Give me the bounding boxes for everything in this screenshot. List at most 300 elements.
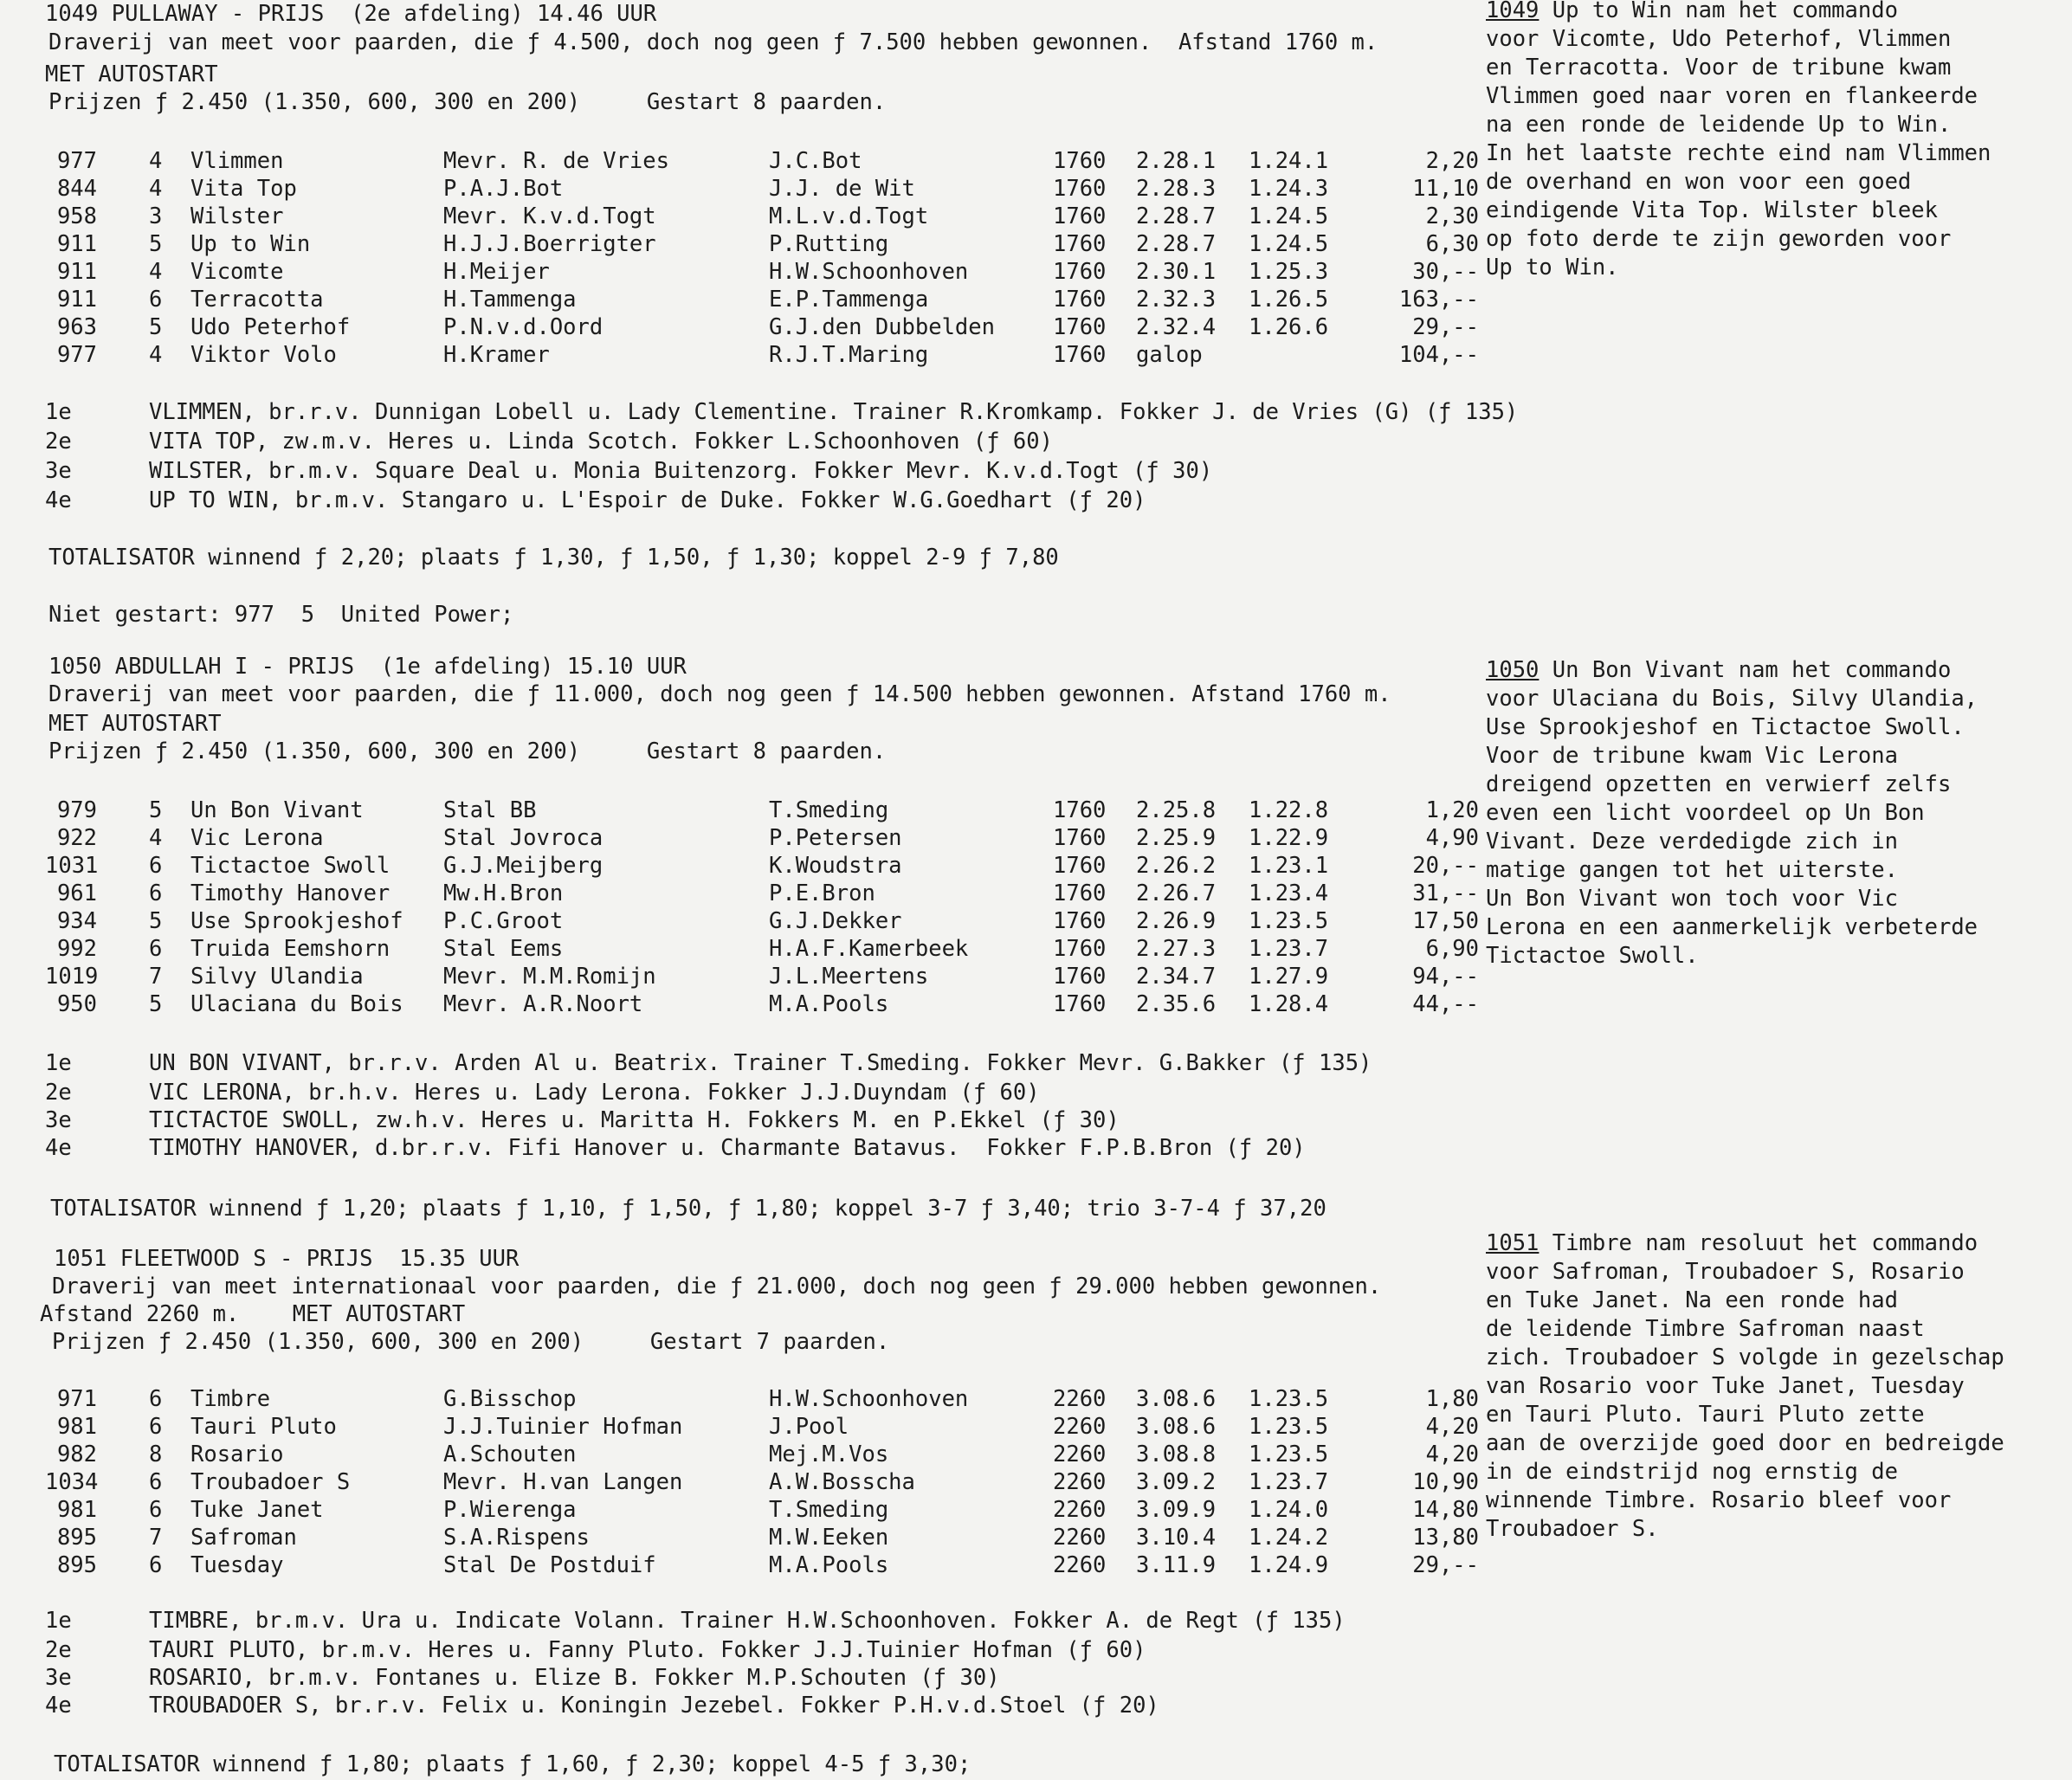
not-started: Niet gestart: 977 5 United Power;	[48, 602, 514, 628]
placing-description: VIC LERONA, br.h.v. Heres u. Lady Lerona. Fokker J.J.Duyndam (ƒ 60)	[149, 1080, 1040, 1106]
entry-owner: H.J.J.Boerrigter	[443, 231, 656, 257]
race-prizes: Prijzen ƒ 2.450 (1.350, 600, 300 en 200) Gestart 7 paarden.	[52, 1329, 890, 1355]
comment-line: de leidende Timbre Safroman naast	[1486, 1316, 1925, 1342]
placing-position: 4e	[45, 487, 72, 513]
placing-description: UP TO WIN, br.m.v. Stangaro u. L'Espoir de Duke. Fokker W.G.Goedhart (ƒ 20)	[149, 487, 1146, 513]
entry-horse: Timothy Hanover	[190, 880, 391, 906]
entry-odds: 6,90	[1425, 936, 1479, 962]
entry-age: 6	[149, 1386, 163, 1412]
race-prizes: Prijzen ƒ 2.450 (1.350, 600, 300 en 200) Gestart 8 paarden.	[48, 738, 887, 764]
entry-driver: M.A.Pools	[769, 1552, 889, 1578]
placing-position: 2e	[45, 1080, 72, 1106]
entry-odds: 2,20	[1425, 148, 1479, 174]
entry-number: 895	[56, 1552, 97, 1578]
entry-distance: 2260	[1053, 1469, 1107, 1495]
entry-odds: 13,80	[1412, 1525, 1479, 1551]
entry-distance: 1760	[1053, 231, 1107, 257]
entry-odds: 94,--	[1412, 964, 1479, 990]
entry-km-time: 1.23.1	[1249, 853, 1329, 879]
placing-description: ROSARIO, br.m.v. Fontanes u. Elize B. Fokker M.P.Schouten (ƒ 30)	[149, 1665, 1000, 1691]
entry-driver: M.L.v.d.Togt	[769, 203, 929, 229]
race-start-type: MET AUTOSTART	[45, 61, 218, 87]
race-start-type: MET AUTOSTART	[48, 711, 222, 737]
entry-distance: 2260	[1053, 1525, 1107, 1551]
entry-age: 8	[149, 1441, 163, 1467]
entry-distance: 2260	[1053, 1497, 1107, 1523]
entry-number: 961	[56, 880, 97, 906]
entry-age: 6	[149, 1414, 163, 1440]
entry-horse: Troubadoer S	[190, 1469, 351, 1495]
entry-odds: 30,--	[1412, 259, 1479, 285]
entry-age: 5	[149, 231, 163, 257]
entry-driver: H.W.Schoonhoven	[769, 259, 969, 285]
entry-age: 4	[149, 259, 163, 285]
entry-driver: H.W.Schoonhoven	[769, 1386, 969, 1412]
table-row	[0, 796, 1489, 824]
entry-odds: 14,80	[1412, 1497, 1479, 1523]
entry-horse: Wilster	[190, 203, 284, 229]
entry-odds: 44,--	[1412, 991, 1479, 1017]
entry-owner: H.Kramer	[443, 342, 550, 368]
comment-line: op foto derde te zijn geworden voor	[1486, 226, 1952, 252]
placing-position: 1e	[45, 1608, 72, 1634]
entry-odds: 4,90	[1425, 825, 1479, 851]
comment-line: Troubadoer S.	[1486, 1516, 1659, 1542]
entry-owner: Mevr. H.van Langen	[443, 1469, 683, 1495]
comment-race-ref: 1050	[1486, 657, 1539, 683]
entry-owner: Mw.H.Bron	[443, 880, 564, 906]
placing-position: 1e	[45, 399, 72, 425]
entry-driver: R.J.T.Maring	[769, 342, 929, 368]
comment-line: voor Vicomte, Udo Peterhof, Vlimmen	[1486, 26, 1952, 52]
entry-distance: 2260	[1053, 1552, 1107, 1578]
entry-driver: M.W.Eeken	[769, 1525, 889, 1551]
placing-description: TAURI PLUTO, br.m.v. Heres u. Fanny Pluto. Fokker J.J.Tuinier Hofman (ƒ 60)	[149, 1637, 1146, 1663]
entry-age: 7	[149, 1525, 163, 1551]
entry-odds: 11,10	[1412, 176, 1479, 202]
entry-time: 3.09.9	[1136, 1497, 1217, 1523]
entry-time: 3.08.6	[1136, 1414, 1217, 1440]
entry-time: 3.08.8	[1136, 1441, 1217, 1467]
entry-driver: J.J. de Wit	[769, 176, 915, 202]
entry-km-time: 1.24.5	[1249, 203, 1329, 229]
race-conditions: Draverij van meet voor paarden, die ƒ 4.500, doch nog geen ƒ 7.500 hebben gewonnen. Afstand 1760 m.	[48, 29, 1378, 55]
totalisator: TOTALISATOR winnend ƒ 2,20; plaats ƒ 1,30, ƒ 1,50, ƒ 1,30; koppel 2-9 ƒ 7,80	[48, 545, 1059, 571]
entry-horse: Tauri Pluto	[190, 1414, 337, 1440]
entry-driver: T.Smeding	[769, 1497, 889, 1523]
entry-owner: P.N.v.d.Oord	[443, 314, 604, 340]
comment-line: matige gangen tot het uiterste.	[1486, 857, 1898, 883]
entry-km-time: 1.24.1	[1249, 148, 1329, 174]
comment-line: Use Sprookjeshof en Tictactoe Swoll.	[1486, 714, 1965, 740]
placing-position: 1e	[45, 1050, 72, 1076]
comment-race-ref: 1051	[1486, 1230, 1539, 1256]
entry-number: 981	[56, 1414, 97, 1440]
entry-km-time: 1.23.5	[1249, 908, 1329, 934]
entry-number: 1031	[45, 853, 99, 879]
comment-line: Un Bon Vivant nam het commando	[1552, 657, 1952, 683]
table-row	[0, 824, 1489, 852]
entry-horse: Terracotta	[190, 287, 324, 313]
entry-age: 5	[149, 314, 163, 340]
entry-driver: K.Woudstra	[769, 853, 902, 879]
entry-age: 5	[149, 908, 163, 934]
entry-driver: P.Petersen	[769, 825, 902, 851]
comment-line: en Tuke Janet. Na een ronde had	[1486, 1287, 1898, 1313]
entry-number: 934	[56, 908, 97, 934]
table-row	[0, 286, 1489, 313]
entry-time: 3.08.6	[1136, 1386, 1217, 1412]
race-conditions: Draverij van meet internationaal voor paarden, die ƒ 21.000, doch nog geen ƒ 29.000 hebben gewonnen.	[52, 1274, 1382, 1300]
entry-distance: 1760	[1053, 797, 1107, 823]
entry-distance: 2260	[1053, 1441, 1107, 1467]
entry-owner: Stal Jovroca	[443, 825, 604, 851]
entry-km-time: 1.26.6	[1249, 314, 1329, 340]
entry-horse: Ulaciana du Bois	[190, 991, 403, 1017]
entry-horse: Vicomte	[190, 259, 284, 285]
table-row	[0, 258, 1489, 286]
race-title: 1051 FLEETWOOD S - PRIJS 15.35 UUR	[54, 1246, 520, 1272]
table-row	[0, 1551, 1489, 1579]
comment-line: winnende Timbre. Rosario bleef voor	[1486, 1487, 1952, 1513]
race-title: 1050 ABDULLAH I - PRIJS (1e afdeling) 15.10 UUR	[48, 654, 687, 680]
entry-time: 2.28.7	[1136, 231, 1217, 257]
entry-time: 2.32.3	[1136, 287, 1217, 313]
comment-line: Vlimmen goed naar voren en flankeerde	[1486, 83, 1978, 109]
comment-line: Tictactoe Swoll.	[1486, 943, 1699, 969]
table-row	[0, 1496, 1489, 1524]
race-title: 1049 PULLAWAY - PRIJS (2e afdeling) 14.46 UUR	[45, 1, 657, 27]
table-row	[0, 1524, 1489, 1551]
entry-number: 979	[56, 797, 97, 823]
entry-driver: P.E.Bron	[769, 880, 875, 906]
comment-line: dreigend opzetten en verwierf zelfs	[1486, 771, 1952, 797]
entry-odds: 17,50	[1412, 908, 1479, 934]
entry-age: 6	[149, 1497, 163, 1523]
comment-line: na een ronde de leidende Up to Win.	[1486, 112, 1952, 138]
entry-horse: Vic Lerona	[190, 825, 324, 851]
entry-distance: 1760	[1053, 287, 1107, 313]
table-row	[0, 1441, 1489, 1468]
entry-driver: H.A.F.Kamerbeek	[769, 936, 969, 962]
placing-position: 3e	[45, 1665, 72, 1691]
placing-position: 2e	[45, 429, 72, 455]
entry-driver: J.Pool	[769, 1414, 849, 1440]
entry-time: 2.30.1	[1136, 259, 1217, 285]
race-comment-1051	[1486, 1229, 2057, 1544]
entry-time: 2.35.6	[1136, 991, 1217, 1017]
table-row	[0, 907, 1489, 935]
placing-position: 4e	[45, 1693, 72, 1719]
entry-time: 2.28.3	[1136, 176, 1217, 202]
entry-horse: Vita Top	[190, 176, 297, 202]
entry-owner: J.J.Tuinier Hofman	[443, 1414, 683, 1440]
table-row	[0, 935, 1489, 963]
entry-odds: 1,20	[1425, 797, 1479, 823]
entry-owner: Stal Eems	[443, 936, 564, 962]
entry-number: 1034	[45, 1469, 99, 1495]
entry-number: 1019	[45, 964, 99, 990]
entry-number: 844	[56, 176, 97, 202]
comment-line: voor Ulaciana du Bois, Silvy Ulandia,	[1486, 686, 1978, 712]
comment-line: even een licht voordeel op Un Bon	[1486, 800, 1925, 826]
entry-horse: Tuesday	[190, 1552, 284, 1578]
table-row	[0, 990, 1489, 1018]
entry-number: 958	[56, 203, 97, 229]
entry-km-time: 1.23.5	[1249, 1414, 1329, 1440]
entry-age: 6	[149, 1552, 163, 1578]
entry-distance: 1760	[1053, 259, 1107, 285]
entry-age: 6	[149, 853, 163, 879]
race-start-type: Afstand 2260 m. MET AUTOSTART	[40, 1301, 466, 1327]
placing-description: WILSTER, br.m.v. Square Deal u. Monia Buitenzorg. Fokker Mevr. K.v.d.Togt (ƒ 30)	[149, 458, 1213, 484]
entry-distance: 1760	[1053, 853, 1107, 879]
comment-line: In het laatste rechte eind nam Vlimmen	[1486, 140, 1991, 166]
entry-horse: Tuke Janet	[190, 1497, 324, 1523]
entry-km-time: 1.26.5	[1249, 287, 1329, 313]
entry-km-time: 1.28.4	[1249, 991, 1329, 1017]
table-row	[0, 1468, 1489, 1496]
entry-odds: 29,--	[1412, 314, 1479, 340]
totalisator: TOTALISATOR winnend ƒ 1,80; plaats ƒ 1,60, ƒ 2,30; koppel 4-5 ƒ 3,30;	[54, 1751, 971, 1777]
entry-owner: Stal BB	[443, 797, 537, 823]
table-row	[0, 341, 1489, 369]
entry-odds: 1,80	[1425, 1386, 1479, 1412]
entry-km-time: 1.24.9	[1249, 1552, 1329, 1578]
placing-position: 3e	[45, 458, 72, 484]
entry-km-time: 1.24.3	[1249, 176, 1329, 202]
entry-horse: Silvy Ulandia	[190, 964, 364, 990]
entry-number: 981	[56, 1497, 97, 1523]
entry-distance: 1760	[1053, 880, 1107, 906]
entry-owner: S.A.Rispens	[443, 1525, 590, 1551]
entry-driver: E.P.Tammenga	[769, 287, 929, 313]
entry-distance: 2260	[1053, 1414, 1107, 1440]
placing-description: TROUBADOER S, br.r.v. Felix u. Koningin Jezebel. Fokker P.H.v.d.Stoel (ƒ 20)	[149, 1693, 1159, 1719]
table-row	[0, 1385, 1489, 1413]
entry-owner: Mevr. K.v.d.Togt	[443, 203, 656, 229]
entry-age: 4	[149, 148, 163, 174]
entry-distance: 1760	[1053, 964, 1107, 990]
entry-number: 992	[56, 936, 97, 962]
entry-distance: 1760	[1053, 825, 1107, 851]
race-prizes: Prijzen ƒ 2.450 (1.350, 600, 300 en 200) Gestart 8 paarden.	[48, 89, 887, 115]
table-row	[0, 852, 1489, 880]
comment-line: voor Safroman, Troubadoer S, Rosario	[1486, 1259, 1965, 1285]
entry-distance: 1760	[1053, 936, 1107, 962]
placing-position: 4e	[45, 1135, 72, 1161]
entry-time: galop	[1136, 342, 1203, 368]
placing-description: TIMBRE, br.m.v. Ura u. Indicate Volann. Trainer H.W.Schoonhoven. Fokker A. de Regt (ƒ 135)	[149, 1608, 1346, 1634]
entry-time: 2.34.7	[1136, 964, 1217, 990]
entry-number: 950	[56, 991, 97, 1017]
entry-owner: P.Wierenga	[443, 1497, 577, 1523]
entry-number: 977	[56, 342, 97, 368]
entry-number: 982	[56, 1441, 97, 1467]
entry-age: 6	[149, 880, 163, 906]
entry-age: 4	[149, 825, 163, 851]
entry-km-time: 1.23.5	[1249, 1386, 1329, 1412]
entry-km-time: 1.24.5	[1249, 231, 1329, 257]
entry-driver: J.L.Meertens	[769, 964, 929, 990]
table-row	[0, 313, 1489, 341]
entry-odds: 4,20	[1425, 1441, 1479, 1467]
placing-description: TICTACTOE SWOLL, zw.h.v. Heres u. Maritta H. Fokkers M. en P.Ekkel (ƒ 30)	[149, 1107, 1120, 1133]
entry-time: 2.28.7	[1136, 203, 1217, 229]
entry-km-time: 1.23.7	[1249, 936, 1329, 962]
table-row	[0, 963, 1489, 990]
entry-horse: Up to Win	[190, 231, 311, 257]
comment-line: Un Bon Vivant won toch voor Vic	[1486, 886, 1898, 912]
comment-line: Voor de tribune kwam Vic Lerona	[1486, 743, 1898, 769]
entry-odds: 6,30	[1425, 231, 1479, 257]
entry-time: 2.25.8	[1136, 797, 1217, 823]
entry-horse: Udo Peterhof	[190, 314, 351, 340]
entry-age: 6	[149, 1469, 163, 1495]
entry-time: 2.26.7	[1136, 880, 1217, 906]
entry-distance: 1760	[1053, 148, 1107, 174]
entry-number: 977	[56, 148, 97, 174]
placing-description: VITA TOP, zw.m.v. Heres u. Linda Scotch. Fokker L.Schoonhoven (ƒ 60)	[149, 429, 1053, 455]
entry-time: 2.28.1	[1136, 148, 1217, 174]
entry-distance: 1760	[1053, 203, 1107, 229]
table-row	[0, 175, 1489, 203]
entry-number: 911	[56, 259, 97, 285]
entry-owner: Mevr. A.R.Noort	[443, 991, 643, 1017]
entry-km-time: 1.24.0	[1249, 1497, 1329, 1523]
entry-distance: 1760	[1053, 342, 1107, 368]
entry-km-time: 1.23.4	[1249, 880, 1329, 906]
entry-owner: Stal De Postduif	[443, 1552, 656, 1578]
entry-driver: J.C.Bot	[769, 148, 862, 174]
entry-number: 971	[56, 1386, 97, 1412]
entry-time: 3.10.4	[1136, 1525, 1217, 1551]
entry-owner: P.A.J.Bot	[443, 176, 564, 202]
entry-driver: G.J.Dekker	[769, 908, 902, 934]
entry-owner: P.C.Groot	[443, 908, 564, 934]
entry-driver: G.J.den Dubbelden	[769, 314, 995, 340]
entry-age: 4	[149, 176, 163, 202]
entry-number: 911	[56, 231, 97, 257]
entry-km-time: 1.24.2	[1249, 1525, 1329, 1551]
entry-age: 4	[149, 342, 163, 368]
entry-number: 963	[56, 314, 97, 340]
entry-owner: H.Meijer	[443, 259, 550, 285]
placing-position: 3e	[45, 1107, 72, 1133]
comment-line: aan de overzijde goed door en bedreigde	[1486, 1430, 2004, 1456]
entry-horse: Use Sprookjeshof	[190, 908, 403, 934]
entry-odds: 2,30	[1425, 203, 1479, 229]
entry-time: 3.11.9	[1136, 1552, 1217, 1578]
entry-driver: P.Rutting	[769, 231, 889, 257]
table-row	[0, 880, 1489, 907]
entry-distance: 2260	[1053, 1386, 1107, 1412]
entry-distance: 1760	[1053, 314, 1107, 340]
table-row	[0, 147, 1489, 175]
totalisator: TOTALISATOR winnend ƒ 1,20; plaats ƒ 1,10, ƒ 1,50, ƒ 1,80; koppel 3-7 ƒ 3,40; trio 3-7-4 ƒ 37,20	[50, 1196, 1326, 1222]
comment-line: Lerona en een aanmerkelijk verbeterde	[1486, 914, 1978, 940]
comment-line: zich. Troubadoer S volgde in gezelschap	[1486, 1345, 2004, 1370]
entry-odds: 104,--	[1398, 342, 1479, 368]
entry-owner: G.J.Meijberg	[443, 853, 604, 879]
entry-horse: Truida Eemshorn	[190, 936, 391, 962]
entry-km-time: 1.22.8	[1249, 797, 1329, 823]
entry-horse: Un Bon Vivant	[190, 797, 364, 823]
entry-odds: 4,20	[1425, 1414, 1479, 1440]
entry-odds: 31,--	[1412, 880, 1479, 906]
entry-owner: A.Schouten	[443, 1441, 577, 1467]
table-row	[0, 230, 1489, 258]
comment-line: in de eindstrijd nog ernstig de	[1486, 1459, 1898, 1485]
entry-time: 2.25.9	[1136, 825, 1217, 851]
entry-age: 6	[149, 287, 163, 313]
race-comment-1050	[1486, 656, 2057, 971]
entry-horse: Rosario	[190, 1441, 284, 1467]
comment-line: en Terracotta. Voor de tribune kwam	[1486, 55, 1952, 81]
entry-distance: 1760	[1053, 176, 1107, 202]
entry-driver: A.W.Bosscha	[769, 1469, 915, 1495]
comment-line: van Rosario voor Tuke Janet, Tuesday	[1486, 1373, 1965, 1399]
entry-km-time: 1.22.9	[1249, 825, 1329, 851]
entry-distance: 1760	[1053, 991, 1107, 1017]
race-conditions: Draverij van meet voor paarden, die ƒ 11.000, doch nog geen ƒ 14.500 hebben gewonnen. Afstand 1760 m.	[48, 681, 1391, 707]
table-row	[0, 1413, 1489, 1441]
entry-horse: Safroman	[190, 1525, 297, 1551]
entry-time: 2.27.3	[1136, 936, 1217, 962]
race-comment-1049	[1486, 0, 2057, 282]
comment-line: Vivant. Deze verdedigde zich in	[1486, 829, 1898, 855]
placing-description: UN BON VIVANT, br.r.v. Arden Al u. Beatrix. Trainer T.Smeding. Fokker Mevr. G.Bakker (ƒ 135)	[149, 1050, 1372, 1076]
comment-line: Up to Win nam het commando	[1552, 0, 1898, 23]
placing-position: 2e	[45, 1637, 72, 1663]
placing-description: VLIMMEN, br.r.v. Dunnigan Lobell u. Lady Clementine. Trainer R.Kromkamp. Fokker J. de Vries (G) (ƒ 135)	[149, 399, 1519, 425]
entry-horse: Vlimmen	[190, 148, 284, 174]
entry-time: 2.26.2	[1136, 853, 1217, 879]
entry-odds: 10,90	[1412, 1469, 1479, 1495]
entry-km-time: 1.23.7	[1249, 1469, 1329, 1495]
entry-odds: 20,--	[1412, 853, 1479, 879]
entry-odds: 29,--	[1412, 1552, 1479, 1578]
entry-number: 895	[56, 1525, 97, 1551]
entry-number: 922	[56, 825, 97, 851]
entry-age: 5	[149, 991, 163, 1017]
comment-race-ref: 1049	[1486, 0, 1539, 23]
comment-line: en Tauri Pluto. Tauri Pluto zette	[1486, 1402, 1925, 1428]
entry-km-time: 1.25.3	[1249, 259, 1329, 285]
entry-horse: Timbre	[190, 1386, 271, 1412]
comment-line: Up to Win.	[1486, 255, 1619, 281]
comment-line: Timbre nam resoluut het commando	[1552, 1230, 1978, 1256]
entry-time: 3.09.2	[1136, 1469, 1217, 1495]
entry-age: 7	[149, 964, 163, 990]
entry-horse: Viktor Volo	[190, 342, 337, 368]
entry-age: 5	[149, 797, 163, 823]
entry-driver: T.Smeding	[769, 797, 889, 823]
entry-horse: Tictactoe Swoll	[190, 853, 391, 879]
entry-odds: 163,--	[1398, 287, 1479, 313]
entry-owner: Mevr. M.M.Romijn	[443, 964, 656, 990]
entry-distance: 1760	[1053, 908, 1107, 934]
placing-description: TIMOTHY HANOVER, d.br.r.v. Fifi Hanover u. Charmante Batavus. Fokker F.P.B.Bron (ƒ 20)	[149, 1135, 1306, 1161]
entry-number: 911	[56, 287, 97, 313]
table-row	[0, 203, 1489, 230]
entry-km-time: 1.23.5	[1249, 1441, 1329, 1467]
entry-km-time: 1.27.9	[1249, 964, 1329, 990]
entry-owner: H.Tammenga	[443, 287, 577, 313]
entry-owner: G.Bisschop	[443, 1386, 577, 1412]
entry-time: 2.26.9	[1136, 908, 1217, 934]
entry-owner: Mevr. R. de Vries	[443, 148, 669, 174]
